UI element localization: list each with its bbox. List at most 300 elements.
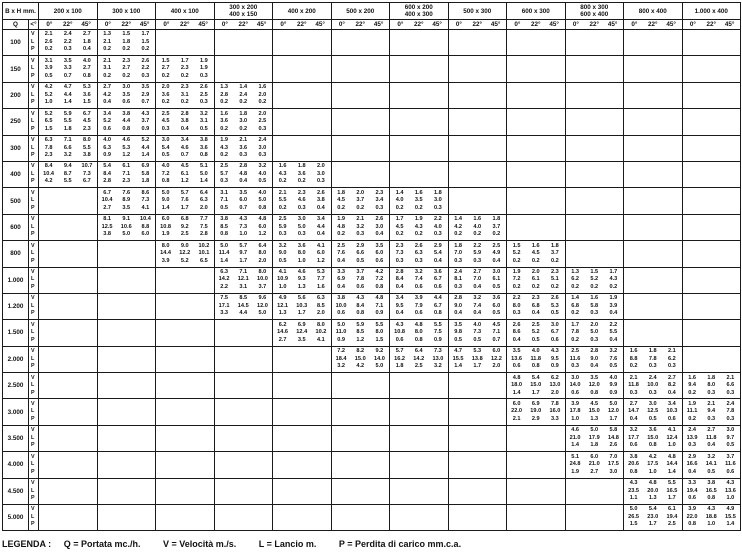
value-line (332, 295, 390, 303)
value-line (683, 480, 741, 488)
value: 0.3 (434, 231, 442, 238)
value-line (39, 137, 97, 145)
value: 2.1 (278, 189, 287, 196)
value: 2.0 (492, 363, 501, 370)
vlp-label: L (31, 329, 35, 336)
value: 4.3 (414, 223, 423, 230)
value-line (624, 488, 682, 496)
value: 0.9 (434, 336, 442, 343)
value: 0.2 (297, 178, 306, 185)
data-cell (507, 452, 566, 478)
value: 5.9 (278, 223, 287, 230)
value-line (98, 224, 156, 232)
value: 0.5 (531, 336, 540, 343)
value: 0.3 (63, 46, 72, 53)
value: 0.3 (434, 204, 442, 211)
value: 6.8 (531, 302, 540, 309)
value: 8.5 (317, 302, 325, 309)
value: 14.0 (569, 382, 581, 389)
value-line (566, 435, 624, 443)
value: 1.6 (531, 242, 540, 249)
value: 2.5 (492, 242, 501, 249)
value: 4.8 (337, 223, 345, 230)
value: 0.6 (512, 363, 521, 370)
value: 4.0 (103, 137, 111, 143)
value: 1.8 (590, 442, 599, 449)
value-line (332, 231, 390, 239)
value: 4.3 (278, 170, 287, 177)
value: 0.5 (473, 336, 482, 343)
value: 5.0 (629, 506, 638, 513)
value: 14.0 (373, 355, 385, 362)
value: 3.6 (161, 91, 170, 98)
value: 5.0 (590, 329, 599, 336)
value-line (156, 171, 214, 179)
value: 0.4 (492, 257, 501, 264)
size-label: 400 x 200 (287, 7, 316, 15)
size-label: 200 x 100 (53, 7, 82, 15)
value: 13.9 (686, 434, 698, 441)
value: 0.3 (454, 257, 462, 264)
value: 0.2 (278, 178, 287, 185)
value: 4.0 (161, 163, 170, 170)
value: 10.0 (335, 302, 347, 309)
value: 9.9 (609, 382, 618, 389)
value: 0.7 (492, 336, 501, 343)
value: 10.7 (81, 163, 93, 170)
value: 3.2 (200, 110, 208, 117)
size-label: 400 x 150 (229, 11, 258, 18)
value: 7.0 (609, 453, 618, 460)
value: 4.4 (317, 223, 325, 230)
value: 1.5 (83, 99, 91, 106)
value: 5.0 (258, 197, 267, 204)
data-cell (156, 399, 215, 425)
angle-label: 45° (81, 21, 91, 28)
data-cell (682, 109, 741, 135)
value: 1.0 (278, 283, 287, 290)
data-cell (565, 56, 624, 82)
value: 2.0 (590, 321, 599, 328)
data-cell (624, 399, 683, 425)
value-line (683, 488, 741, 496)
value-line (39, 46, 97, 54)
value-line (273, 231, 331, 239)
angle-header (390, 20, 449, 30)
value: 5.4 (434, 250, 442, 257)
data-cell (39, 320, 98, 346)
vlp-labels (29, 399, 39, 425)
value: 5.1 (551, 276, 559, 283)
value-line (449, 276, 507, 284)
value-line (98, 111, 156, 119)
data-cell (39, 505, 98, 531)
table-row (3, 346, 741, 372)
value-line (390, 269, 448, 277)
data-cell (565, 82, 624, 108)
value: 19.4 (666, 513, 678, 520)
value: 0.3 (707, 389, 716, 396)
value: 18.8 (705, 513, 717, 520)
value-line (683, 461, 741, 469)
value: 3.4 (668, 400, 676, 407)
value: 6.0 (590, 453, 599, 460)
value: 5.5 (668, 480, 676, 487)
data-cell (390, 425, 449, 451)
value-line (98, 65, 156, 73)
value: 0.6 (551, 336, 559, 343)
value: 0.4 (688, 468, 696, 475)
angle-label: 45° (490, 21, 501, 28)
value: 0.6 (356, 283, 365, 290)
value: 6.2 (551, 374, 559, 381)
value: 1.6 (278, 163, 287, 170)
angle-label: 0° (221, 21, 228, 28)
value: 3.6 (220, 118, 228, 125)
value: 0.4 (103, 99, 111, 106)
value-line (215, 111, 273, 119)
value: 5.9 (473, 250, 482, 257)
value: 1.9 (688, 400, 696, 407)
value-line (624, 454, 682, 462)
value: 0.5 (551, 310, 559, 317)
value: 2.7 (122, 65, 131, 72)
value: 19.4 (686, 487, 698, 494)
value-line (683, 521, 741, 529)
value-line (449, 295, 507, 303)
value: 0.2 (609, 283, 618, 290)
value: 1.4 (141, 152, 150, 158)
value: 0.8 (629, 468, 638, 475)
value: 3.8 (317, 197, 325, 204)
value: 3.6 (200, 144, 208, 151)
table-row (3, 30, 741, 56)
value-line (624, 461, 682, 469)
value-line (39, 178, 97, 186)
angle-label: 45° (666, 21, 676, 28)
value-line (98, 145, 156, 153)
value: 0.2 (688, 415, 696, 422)
value: 0.5 (220, 204, 228, 211)
value: 4.1 (141, 204, 150, 211)
value-line (98, 39, 156, 47)
value: 9.0 (180, 242, 189, 249)
value: 4.8 (668, 453, 676, 460)
value-line (98, 152, 156, 160)
value: 6.4 (200, 189, 208, 196)
value-line (449, 337, 507, 345)
value: 8.4 (103, 170, 111, 177)
value: 17.5 (607, 461, 619, 468)
value: 4.3 (609, 276, 618, 283)
data-cell (273, 346, 332, 372)
value-line (624, 427, 682, 435)
size-label: 600 x 300 (521, 7, 550, 15)
angle-header (273, 20, 332, 30)
flow-rate-value: 1.000 (3, 267, 29, 293)
size-label: 800 x 300 (580, 4, 609, 11)
value: 0.4 (512, 336, 521, 343)
value: 5.0 (220, 242, 228, 249)
value: 0.2 (337, 204, 345, 211)
value: 1.8 (395, 363, 404, 370)
value: 3.1 (239, 283, 248, 290)
vlp-labels (29, 214, 39, 240)
value: 3.7 (141, 118, 150, 125)
value: 4.4 (239, 310, 248, 317)
value: 0.4 (180, 125, 189, 132)
value: 2.6 (44, 38, 53, 45)
value: 3.1 (180, 91, 189, 98)
data-cell (273, 188, 332, 214)
value: 0.2 (492, 231, 501, 238)
data-cell (390, 293, 449, 319)
value: 4.0 (395, 197, 404, 204)
data-cell (507, 425, 566, 451)
data-cell (331, 452, 390, 478)
value: 1.5 (590, 268, 599, 275)
value-line (624, 495, 682, 503)
data-cell (97, 293, 156, 319)
vlp-labels (29, 320, 39, 346)
data-cell (273, 478, 332, 504)
angle-label: 0° (397, 21, 404, 28)
value: 1.8 (122, 38, 131, 45)
value: 7.0 (473, 276, 482, 283)
data-cell (507, 161, 566, 187)
data-cell (156, 82, 215, 108)
value: 2.3 (395, 242, 404, 249)
value: 7.3 (395, 250, 404, 257)
value: 0.2 (551, 257, 559, 264)
data-cell (39, 188, 98, 214)
data-cell (273, 293, 332, 319)
value: 7.0 (454, 250, 462, 257)
vlp-label: L (31, 65, 35, 72)
data-cell (682, 30, 741, 56)
data-cell (214, 188, 273, 214)
angle-label: 45° (256, 21, 267, 28)
value: 14.5 (237, 302, 249, 309)
value-line (507, 276, 565, 284)
table-row (3, 267, 741, 293)
value: 0.8 (375, 283, 384, 290)
value: 3.3 (337, 268, 345, 275)
value: 1.7 (531, 389, 540, 396)
value-line (390, 258, 448, 266)
value: 3.7 (726, 453, 735, 460)
value: 6.7 (83, 178, 91, 185)
value-line (332, 224, 390, 232)
vlp-label: L (31, 144, 35, 151)
value: 6.8 (180, 216, 189, 223)
data-cell (682, 505, 741, 531)
value: 3.9 (44, 65, 53, 72)
value: 4.5 (395, 223, 404, 230)
value: 4.5 (83, 118, 91, 125)
value: 3.2 (414, 268, 423, 275)
value-line (98, 178, 156, 186)
value: 12.5 (647, 408, 659, 415)
data-cell (682, 56, 741, 82)
value: 0.4 (337, 257, 345, 264)
value: 11.0 (335, 329, 347, 336)
data-cell (682, 135, 741, 161)
angle-header (624, 20, 683, 30)
value: 2.1 (103, 38, 111, 45)
value: 9.3 (297, 276, 306, 283)
data-cell (682, 452, 741, 478)
data-cell (624, 214, 683, 240)
value: 1.9 (161, 231, 170, 238)
value: 14.2 (218, 276, 230, 283)
value-line (332, 284, 390, 292)
data-cell (448, 346, 507, 372)
value: 15.5 (452, 355, 464, 362)
value: 1.7 (141, 31, 150, 38)
value: 7.3 (434, 348, 442, 355)
angle-header (214, 20, 273, 30)
size-label: 600 x 400 (580, 11, 609, 18)
value: 3.2 (609, 348, 618, 355)
data-cell (331, 320, 390, 346)
value-line (566, 427, 624, 435)
data-cell (448, 30, 507, 56)
legend-p: P = Perdita di carico mm.c.a. (338, 539, 462, 549)
value: 5.2 (44, 91, 53, 98)
value: 6.3 (103, 144, 111, 151)
value: 7.3 (473, 329, 482, 336)
value-line (273, 258, 331, 266)
value: 0.2 (356, 204, 365, 211)
value-line (449, 243, 507, 251)
data-cell (390, 320, 449, 346)
data-cell (156, 56, 215, 82)
value: 0.3 (161, 125, 170, 132)
value: 0.7 (63, 72, 72, 79)
value: 1.5 (161, 57, 170, 64)
value: 0.2 (161, 99, 170, 106)
value: 4.0 (258, 189, 267, 196)
value: 0.5 (492, 283, 501, 290)
data-cell (156, 505, 215, 531)
value-line (624, 506, 682, 514)
flow-rate-value: 500 (3, 188, 29, 214)
value: 6.2 (668, 355, 676, 362)
value-line (273, 224, 331, 232)
value: 7.6 (609, 355, 618, 362)
data-cell (448, 373, 507, 399)
value: 4.3 (707, 506, 716, 513)
data-cell (565, 478, 624, 504)
value: 3.4 (180, 137, 189, 143)
value: 2.3 (83, 125, 91, 132)
value: 15.0 (530, 382, 542, 389)
value: 5.0 (375, 363, 384, 370)
value-line (683, 401, 741, 409)
value: 0.9 (375, 310, 384, 317)
value: 3.9 (688, 506, 696, 513)
vlp-labels (29, 56, 39, 82)
vlp-labels (29, 373, 39, 399)
value: 2.3 (44, 152, 53, 158)
value: 10.2 (315, 329, 327, 336)
data-cell (273, 56, 332, 82)
value: 3.9 (571, 400, 579, 407)
value: 0.3 (726, 389, 735, 396)
data-cell (97, 30, 156, 56)
value: 1.8 (63, 125, 72, 132)
vlp-label: P (31, 442, 35, 449)
data-cell (390, 82, 449, 108)
data-cell (331, 161, 390, 187)
legend-v: V = Velocità m./s. (162, 539, 237, 549)
value: 0.2 (239, 125, 248, 132)
data-cell (214, 109, 273, 135)
value-line (39, 145, 97, 153)
value: 8.0 (375, 329, 384, 336)
vlp-label: L (31, 487, 35, 494)
value: 8.1 (454, 276, 462, 283)
data-cell (331, 478, 390, 504)
value: 2.0 (317, 163, 325, 170)
angle-label: 45° (549, 21, 559, 28)
value: 5.0 (590, 427, 599, 434)
value: 3.6 (434, 268, 442, 275)
size-header (156, 3, 215, 20)
value: 1.3 (103, 31, 111, 38)
value: 16.5 (666, 487, 678, 494)
value: 21.0 (588, 461, 600, 468)
data-cell (97, 346, 156, 372)
data-cell (624, 56, 683, 82)
value: 0.3 (258, 152, 267, 158)
size-label: 300 x 100 (112, 7, 141, 15)
data-cell (565, 214, 624, 240)
value-line (215, 310, 273, 318)
value: 14.7 (628, 408, 640, 415)
value: 2.8 (395, 268, 404, 275)
value: 1.3 (571, 268, 579, 275)
value: 6.6 (726, 382, 735, 389)
value-line (215, 269, 273, 277)
value: 0.3 (220, 178, 228, 185)
value: 1.3 (590, 415, 599, 422)
value: 7.5 (220, 295, 228, 302)
value: 12.5 (101, 223, 113, 230)
value: 2.9 (141, 91, 150, 98)
value: 2.7 (473, 268, 482, 275)
value: 10.3 (296, 302, 308, 309)
value: 6.3 (220, 268, 228, 275)
value-line (624, 442, 682, 450)
value: 2.1 (629, 374, 638, 381)
value: 19.0 (530, 408, 542, 415)
data-cell (214, 399, 273, 425)
value: 0.2 (571, 310, 579, 317)
data-cell (448, 399, 507, 425)
value-line (624, 382, 682, 390)
value-line (566, 390, 624, 398)
size-header (273, 3, 332, 20)
value: 5.8 (141, 170, 150, 177)
value: 0.9 (141, 125, 150, 132)
value-line (156, 137, 214, 145)
value: 21.0 (569, 434, 581, 441)
value-line (215, 178, 273, 186)
data-cell (156, 425, 215, 451)
value: 0.3 (688, 442, 696, 449)
